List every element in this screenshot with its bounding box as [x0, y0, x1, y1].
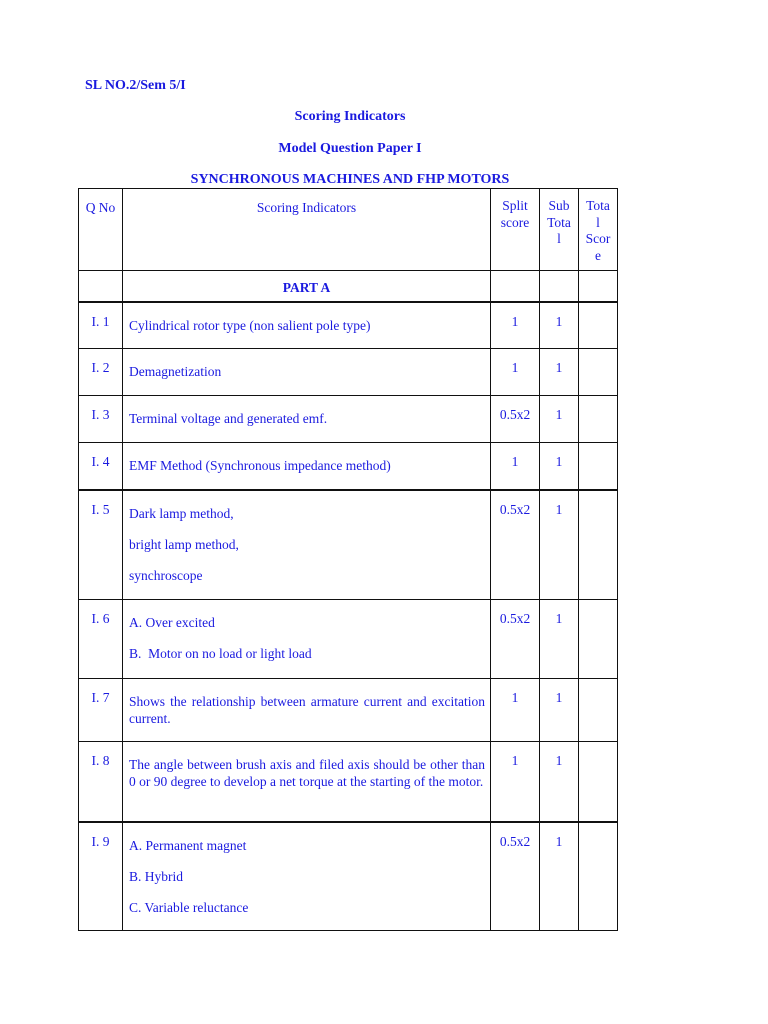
- sub-total: 1: [540, 490, 579, 600]
- split-score: 1: [491, 302, 540, 349]
- header-total-line: Scor: [585, 231, 611, 246]
- indicator-paragraph: The angle between brush axis and filed axis should be other than 0 or 90 degree to develop a net torque at the starting of the motor.: [129, 757, 485, 789]
- question-number: I. 9: [79, 822, 123, 931]
- scoring-indicator: [123, 742, 491, 822]
- split-score: 0.5x2: [491, 600, 540, 679]
- empty-cell: [540, 271, 579, 302]
- indicator-line: Dark lamp method,: [129, 505, 234, 521]
- empty-cell: [491, 271, 540, 302]
- table-header-row: [79, 189, 618, 271]
- total-score: [579, 349, 618, 396]
- table-row: [79, 679, 618, 742]
- sub-total: 1: [540, 822, 579, 931]
- split-score: 1: [491, 742, 540, 822]
- document-reference: SL NO.2/Sem 5/I: [85, 78, 186, 93]
- header-split: [491, 189, 540, 271]
- split-score: 1: [491, 679, 540, 742]
- split-score: 0.5x2: [491, 396, 540, 443]
- total-score: [579, 443, 618, 490]
- header-total-line: e: [595, 247, 601, 263]
- sub-total: 1: [540, 679, 579, 742]
- header-split-line: Split: [502, 198, 528, 213]
- indicator-line: EMF Method (Synchronous impedance method): [129, 458, 391, 473]
- scoring-indicator: [123, 443, 491, 490]
- indicator-line: B. Motor on no load or light load: [129, 646, 312, 661]
- header-split-line: score: [500, 214, 530, 230]
- scoring-indicator: [123, 679, 491, 742]
- sub-total: 1: [540, 349, 579, 396]
- indicator-line: synchroscope: [129, 567, 203, 583]
- header-sub-line: Tota: [547, 214, 571, 230]
- scoring-indicator: [123, 349, 491, 396]
- table-row: [79, 396, 618, 443]
- indicator-line: bright lamp method,: [129, 536, 239, 552]
- table-row: [79, 822, 618, 931]
- question-number: I. 6: [79, 600, 123, 679]
- paper-title: Model Question Paper I: [278, 141, 422, 156]
- part-a-row: [79, 271, 618, 302]
- total-score: [579, 742, 618, 822]
- split-score: 1: [491, 349, 540, 396]
- scoring-indicator: [123, 822, 491, 931]
- header-total-line: l: [596, 214, 600, 230]
- sub-total: 1: [540, 396, 579, 443]
- scoring-indicator: [123, 302, 491, 349]
- header-qno: Q No: [79, 189, 123, 271]
- table-row: [79, 349, 618, 396]
- sub-total: 1: [540, 443, 579, 490]
- question-number: I. 5: [79, 490, 123, 600]
- question-number: I. 4: [79, 443, 123, 490]
- scoring-indicator: [123, 600, 491, 679]
- header-sub-total: [540, 189, 579, 271]
- sub-total: 1: [540, 600, 579, 679]
- table-row: [79, 600, 618, 679]
- header-indicators: Scoring Indicators: [123, 189, 491, 271]
- indicator-line: Demagnetization: [129, 364, 222, 379]
- header-total-line: Tota: [586, 198, 610, 213]
- table-row: [79, 490, 618, 600]
- split-score: 0.5x2: [491, 822, 540, 931]
- total-score: [579, 396, 618, 443]
- split-score: 1: [491, 443, 540, 490]
- document-title: Scoring Indicators: [294, 109, 406, 124]
- scoring-indicator: [123, 490, 491, 600]
- scoring-indicator: [123, 396, 491, 443]
- total-score: [579, 822, 618, 931]
- total-score: [579, 600, 618, 679]
- indicator-line: A. Permanent magnet: [129, 837, 247, 853]
- question-number: I. 2: [79, 349, 123, 396]
- indicator-line: Terminal voltage and generated emf.: [129, 411, 328, 426]
- header-sub-line: l: [557, 231, 561, 246]
- indicator-line: B. Hybrid: [129, 868, 183, 884]
- question-number: I. 8: [79, 742, 123, 822]
- question-number: I. 3: [79, 396, 123, 443]
- subject-title: SYNCHRONOUS MACHINES AND FHP MOTORS: [190, 172, 510, 187]
- header-total-score: [579, 189, 618, 271]
- indicator-line: Cylindrical rotor type (non salient pole type): [129, 317, 371, 333]
- total-score: [579, 302, 618, 349]
- scoring-table: [78, 188, 618, 931]
- question-number: I. 7: [79, 679, 123, 742]
- total-score: [579, 679, 618, 742]
- indicator-paragraph: Shows the relationship between armature current and excitation current.: [129, 694, 485, 726]
- question-number: I. 1: [79, 302, 123, 349]
- part-a-heading: PART A: [123, 271, 491, 302]
- indicator-line: C. Variable reluctance: [129, 899, 249, 915]
- table-row: [79, 742, 618, 822]
- sub-total: 1: [540, 742, 579, 822]
- table-row: [79, 302, 618, 349]
- header-sub-line: Sub: [548, 198, 570, 213]
- split-score: 0.5x2: [491, 490, 540, 600]
- indicator-line: A. Over excited: [129, 615, 215, 630]
- sub-total: 1: [540, 302, 579, 349]
- table-row: [79, 443, 618, 490]
- empty-cell: [579, 271, 618, 302]
- total-score: [579, 490, 618, 600]
- empty-cell: [79, 271, 123, 302]
